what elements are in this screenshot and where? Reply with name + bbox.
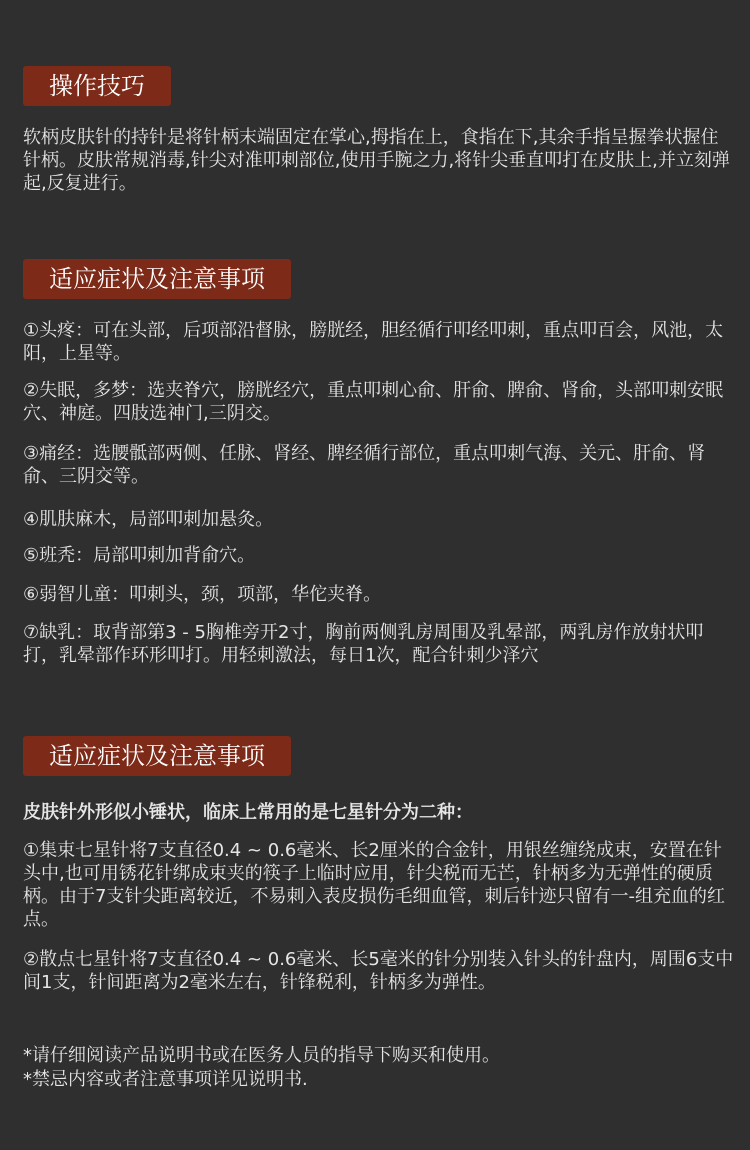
section-header-indications: 适应症状及注意事项 (23, 259, 291, 299)
footnote-contraindications: *禁忌内容或者注意事项详见说明书. (23, 1069, 308, 1090)
needle-type-cluster: ①集束七星针将7支直径0.4 ~ 0.6毫米、长2厘米的合金针，用银丝缠绕成束，安置在针头中,也可用锈花针绑成束夹的筷子上临时应用，针尖税而无芒，针柄多为无弹性的硬质柄。由于7支针尖距离较近，不易刺入表皮损伤毛细血管，刺后针迹只留有一-组充血的红点。 (23, 840, 725, 930)
indication-item-insomnia: ②失眠，多梦：选夹脊穴，膀胱经穴，重点叩刺心俞、肝俞、脾俞、肾俞，头部叩刺安眠穴、神庭。四肢选神门,三阴交。 (23, 380, 724, 424)
indication-item-dysmenorrhea: ③痛经：选腰骶部两侧、任脉、肾经、脾经循行部位，重点叩刺气海、关元、肝俞、肾俞、三阴交等。 (23, 443, 706, 487)
needle-type-scatter: ②散点七星针将7支直径0.4 ~ 0.6毫米、长5毫米的针分别装入针头的针盘内，周围6支中间1支，针间距离为2毫米左右，针锋税利，针柄多为弹性。 (23, 949, 734, 993)
indication-item-lactation: ⑦缺乳：取背部第3 - 5胸椎旁开2寸，胸前两侧乳房周围及乳晕部，两乳房作放射状叩打，乳晕部作环形叩打。用轻刺激法，每日1次，配合针刺少泽穴 (23, 622, 704, 666)
section-header-needle-types: 适应症状及注意事项 (23, 736, 291, 776)
indication-item-headache: ①头疼：可在头部，后项部沿督脉，膀胱经，胆经循行叩经叩刺，重点叩百会，风池，太阳，上星等。 (23, 320, 724, 364)
indication-item-children: ⑥弱智儿童：叩刺头，颈，项部，华佗夹脊。 (23, 584, 382, 605)
technique-paragraph: 软柄皮肤针的持针是将针柄末端固定在掌心,拇指在上，食指在下,其余手指呈握拳状握住针柄。皮肤常规消毒,针尖对准叩刺部位,使用手腕之力,将针尖垂直叩打在皮肤上,并立刻弹起,反复进行。 (23, 127, 730, 194)
footnote-read-manual: *请仔细阅读产品说明书或在医务人员的指导下购买和使用。 (23, 1045, 500, 1066)
needle-intro: 皮肤针外形似小锤状，临床上常用的是七星针分为二种： (23, 802, 473, 823)
indication-item-numbness: ④肌肤麻木，局部叩刺加悬灸。 (23, 509, 274, 530)
section-header-technique: 操作技巧 (23, 66, 171, 106)
indication-item-alopecia: ⑤班秃：局部叩刺加背俞穴。 (23, 545, 256, 566)
